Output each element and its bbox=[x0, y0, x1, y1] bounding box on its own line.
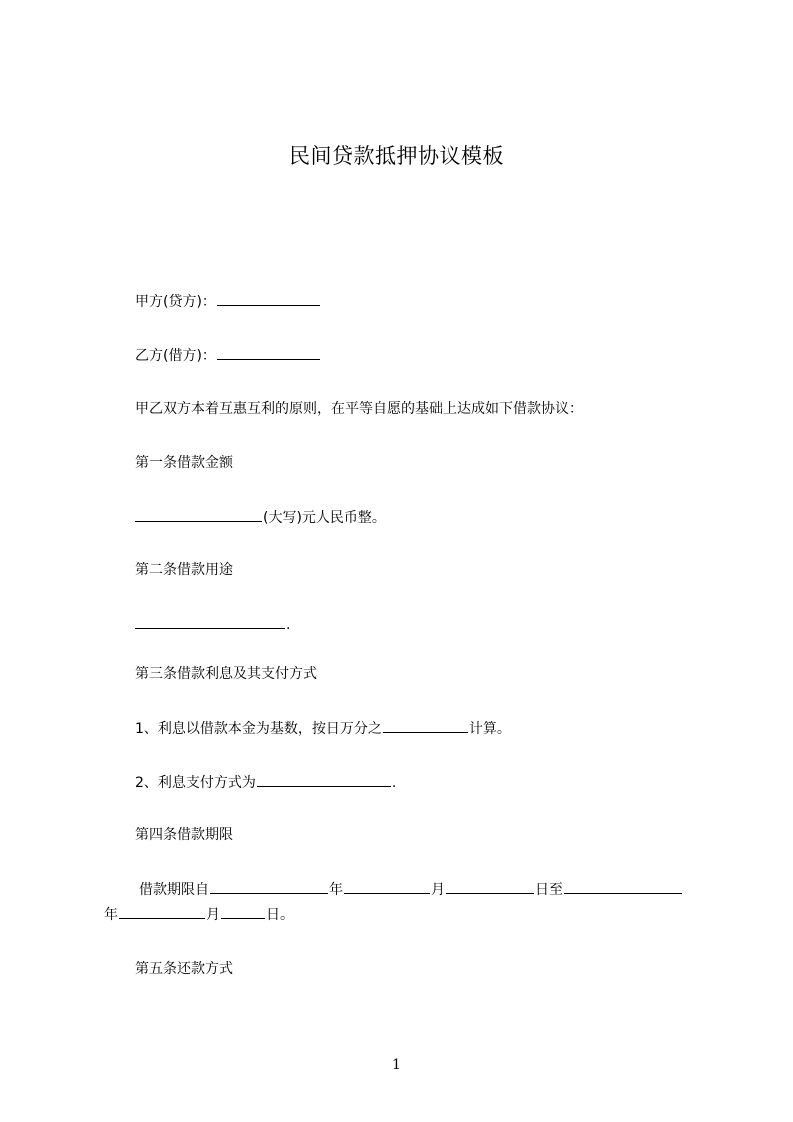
loan-purpose-blank[interactable] bbox=[135, 614, 285, 629]
payment-method-blank[interactable] bbox=[257, 772, 391, 787]
article2-heading: 第二条借款用途 bbox=[135, 562, 233, 578]
start-year-blank[interactable] bbox=[210, 879, 328, 894]
end-day-blank[interactable] bbox=[221, 904, 265, 919]
article2-line bbox=[135, 614, 290, 635]
article4-month2: 月 bbox=[206, 907, 220, 923]
party-b-line bbox=[135, 345, 321, 366]
loan-amount-blank[interactable] bbox=[135, 507, 262, 522]
article4-month1: 月 bbox=[431, 882, 445, 898]
article3-item2-prefix: 2、利息支付方式为 bbox=[135, 775, 256, 791]
article4-text-a: 借款期限自 bbox=[139, 882, 209, 898]
article1-heading: 第一条借款金额 bbox=[135, 455, 233, 471]
party-a-line bbox=[135, 291, 321, 312]
article1-line bbox=[135, 507, 386, 528]
article2-tail: . bbox=[286, 617, 291, 633]
article3-item1 bbox=[135, 718, 511, 739]
article3-item2-suffix: . bbox=[391, 775, 397, 791]
preamble: 甲乙双方本着互惠互利的原则，在平等自愿的基础上达成如下借款协议： bbox=[135, 401, 583, 417]
party-b-blank[interactable] bbox=[217, 345, 320, 360]
article4-day-to: 日至 bbox=[535, 882, 563, 898]
article4-heading: 第四条借款期限 bbox=[135, 827, 233, 843]
party-a-blank[interactable] bbox=[217, 291, 320, 306]
article4-line1 bbox=[139, 879, 683, 900]
article3-heading: 第三条借款利息及其支付方式 bbox=[135, 666, 317, 682]
party-a-label: 甲方(贷方)： bbox=[135, 294, 216, 310]
article4-line2 bbox=[104, 904, 294, 925]
article4-year1: 年 bbox=[329, 882, 343, 898]
page-number: 1 bbox=[392, 1057, 401, 1073]
article4-year2: 年 bbox=[104, 907, 118, 923]
article3-item2 bbox=[135, 772, 396, 793]
article3-item1-prefix: 1、利息以借款本金为基数，按日万分之 bbox=[135, 721, 382, 737]
interest-rate-blank[interactable] bbox=[383, 718, 468, 733]
article1-text: (大写)元人民币整。 bbox=[263, 510, 386, 526]
start-day-blank[interactable] bbox=[446, 879, 534, 894]
article3-item1-suffix: 计算。 bbox=[468, 721, 511, 737]
article5-heading: 第五条还款方式 bbox=[135, 961, 233, 977]
party-b-label: 乙方(借方)： bbox=[135, 348, 216, 364]
article4-day2: 日。 bbox=[266, 907, 294, 923]
document-title: 民间贷款抵押协议模板 bbox=[289, 144, 504, 168]
end-year-blank[interactable] bbox=[564, 879, 682, 894]
end-month-blank[interactable] bbox=[119, 904, 205, 919]
start-month-blank[interactable] bbox=[344, 879, 430, 894]
